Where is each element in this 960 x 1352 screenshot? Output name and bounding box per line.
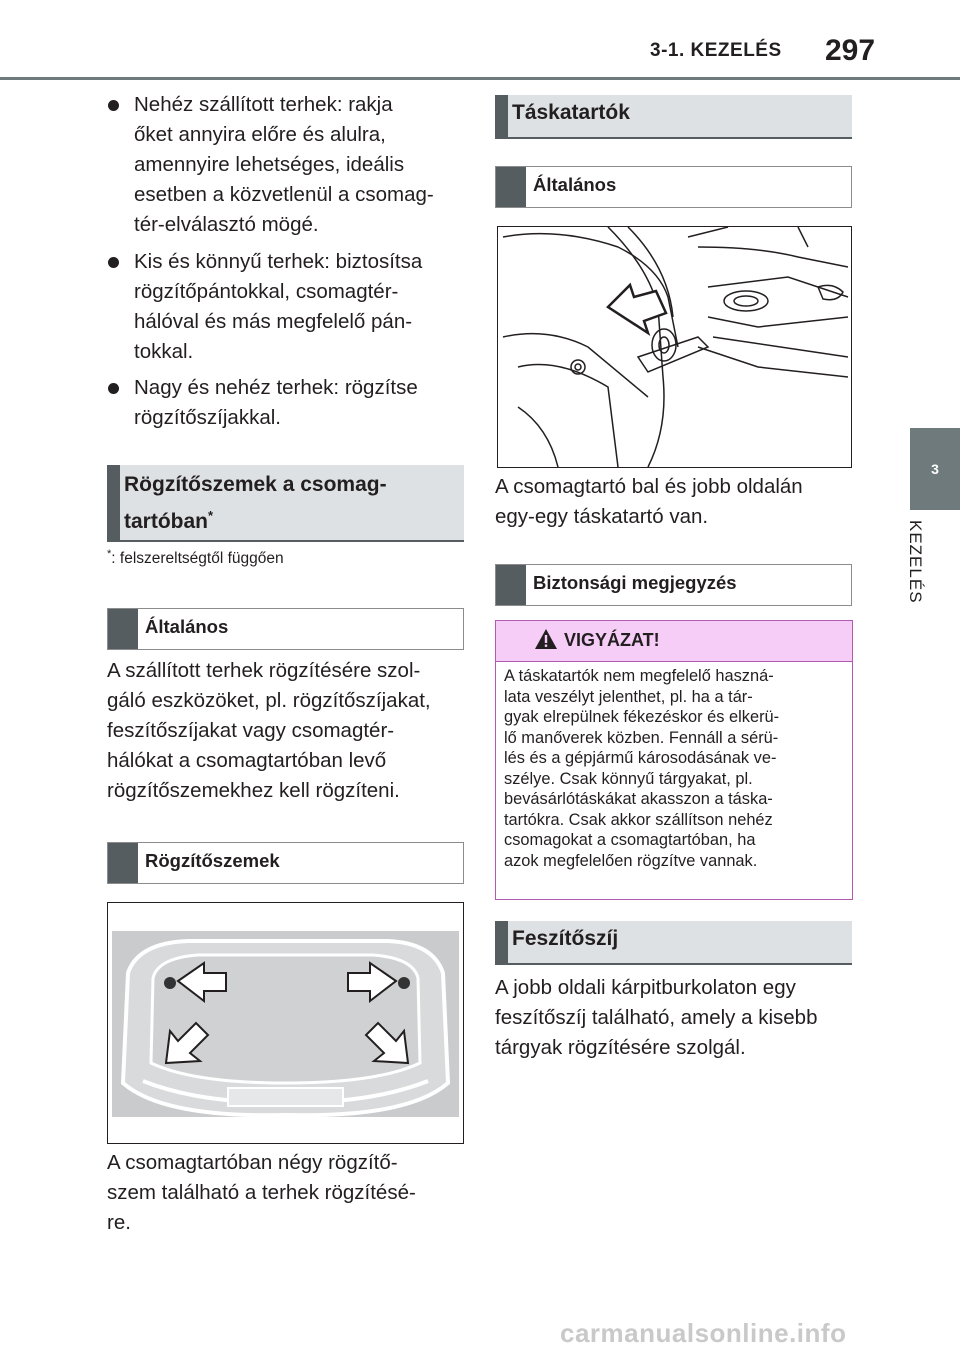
warning-line: lés és a gépjármű károsodásának ve-: [504, 749, 777, 767]
section-title-line1: Rögzítőszemek a csomag-: [124, 473, 387, 496]
caption-lashing-eyes: [107, 1148, 467, 1238]
section-stripe: [495, 921, 508, 963]
subsection-square: [496, 565, 526, 605]
caption-line: re.: [107, 1211, 131, 1234]
warning-line: gyak elrepülnek fékezéskor és elkerü-: [504, 708, 780, 726]
bullet-line: amennyire lehetséges, ideális: [134, 153, 405, 176]
bullet-line: tér-elválasztó mögé.: [134, 213, 319, 236]
subsection-square: [496, 167, 526, 207]
section-stripe: [107, 465, 120, 540]
caption-bag-hook: [495, 472, 855, 532]
bullet-line: rögzítőszíjakkal.: [134, 406, 281, 429]
watermark: carmanualsonline.info: [560, 1318, 847, 1348]
warning-line: tartókra. Csak akkor szállítson nehéz: [504, 810, 773, 829]
bullet-light-loads: [108, 247, 468, 367]
paragraph-line: tárgyak rögzítésére szolgál.: [495, 1036, 746, 1059]
subsection-square: [108, 609, 138, 649]
warning-line: szélye. Csak könnyű tárgyakat, pl.: [504, 769, 753, 788]
warning-triangle-icon: [534, 627, 558, 651]
bullet-dot-icon: [108, 383, 119, 394]
bullet-line: rögzítőpántokkal, csomagtér-: [134, 280, 399, 303]
chapter-label-text: KEZELÉS: [906, 520, 925, 604]
warning-text: [504, 666, 846, 871]
subsection-general-left: [107, 608, 464, 650]
bullet-line: Nagy és nehéz terhek: rögzítse: [134, 376, 418, 399]
subsection-title: Általános: [145, 616, 229, 637]
subsection-square: [108, 843, 138, 883]
section-title: Feszítőszíj: [512, 927, 619, 950]
caption-line: A csomagtartóban négy rögzítő-: [107, 1151, 398, 1174]
paragraph-line: hálókat a csomagtartóban levő: [107, 749, 387, 772]
subsection-lashing-eyes: [107, 842, 464, 884]
warning-line: azok megfelelően rögzítve vannak.: [504, 851, 758, 870]
section-bag-hooks: [495, 95, 852, 139]
warning-box: [495, 620, 853, 900]
bullet-line: Nehéz szállított terhek: rakja: [134, 93, 393, 116]
bullet-line: hálóval és más megfelelő pán-: [134, 310, 413, 333]
bullet-dot-icon: [108, 257, 119, 268]
bullet-line: tokkal.: [134, 340, 194, 363]
paragraph-line: rögzítőszemekhez kell rögzíteni.: [107, 779, 400, 802]
caption-line: egy-egy táskatartó van.: [495, 505, 709, 528]
footnote-text: : felszereltségtől függően: [111, 550, 284, 568]
warning-line: lő manőverek közben. Fennáll a sérü-: [504, 728, 779, 747]
section-title-text: tartóban: [124, 510, 208, 533]
section-title: Táskatartók: [512, 101, 630, 124]
paragraph-line: feszítőszíjakat vagy csomagtér-: [107, 719, 395, 742]
bullet-line: esetben a közvetlenül a csomag-: [134, 183, 434, 206]
paragraph-line: A szállított terhek rögzítésére szol-: [107, 659, 421, 682]
bullet-line: őket annyira előre és alulra,: [134, 123, 386, 146]
section-title-line2: [124, 501, 213, 537]
trunk-illustration: [108, 903, 463, 1143]
figure-bag-hook: [497, 226, 852, 468]
section-lashing-eyes: [107, 465, 464, 542]
section-tension-strap: [495, 921, 852, 965]
subsection-title: Biztonsági megjegyzés: [533, 572, 737, 593]
bullet-heavy-loads: [108, 90, 468, 240]
warning-header: [496, 621, 852, 662]
chapter-tab: 3: [910, 428, 960, 510]
warning-line: lata veszélyt jelenthet, pl. ha a tár-: [504, 687, 753, 706]
bullet-large-loads: [108, 373, 468, 433]
subsection-title: Általános: [533, 174, 617, 195]
subsection-title: Rögzítőszemek: [145, 850, 280, 871]
header-rule: [0, 77, 960, 80]
paragraph-tension-strap: [495, 973, 855, 1063]
section-stripe: [495, 95, 508, 137]
caption-line: szem található a terhek rögzítésé-: [107, 1181, 416, 1204]
figure-trunk-lashing-eyes: [107, 902, 464, 1144]
warning-line: csomagokat a csomagtartóban, ha: [504, 831, 756, 849]
bullet-dot-icon: [108, 100, 119, 111]
footnote: [107, 548, 284, 568]
paragraph-line: gáló eszközöket, pl. rögzítőszíjakat,: [107, 689, 431, 712]
bag-hook-illustration: [498, 227, 851, 467]
subsection-safety-note: [495, 564, 852, 606]
footnote-star: *: [107, 548, 112, 560]
footnote-marker: *: [208, 508, 214, 523]
warning-line: A táskatartók nem megfelelő haszná-: [504, 667, 774, 685]
section-header: 3-1. KEZELÉS: [650, 40, 782, 61]
chapter-label: [895, 520, 935, 630]
bullet-line: Kis és könnyű terhek: biztosítsa: [134, 250, 423, 273]
subsection-general-right: [495, 166, 852, 208]
page-number: 297: [825, 34, 876, 67]
caption-line: A csomagtartó bal és jobb oldalán: [495, 475, 803, 498]
warning-title: VIGYÁZAT!: [564, 630, 660, 650]
paragraph-line: feszítőszíj található, amely a kisebb: [495, 1006, 818, 1029]
warning-line: bevásárlótáskákat akasszon a táska-: [504, 790, 773, 808]
paragraph-lashing-info: [107, 656, 467, 806]
paragraph-line: A jobb oldali kárpitburkolaton egy: [495, 976, 796, 999]
